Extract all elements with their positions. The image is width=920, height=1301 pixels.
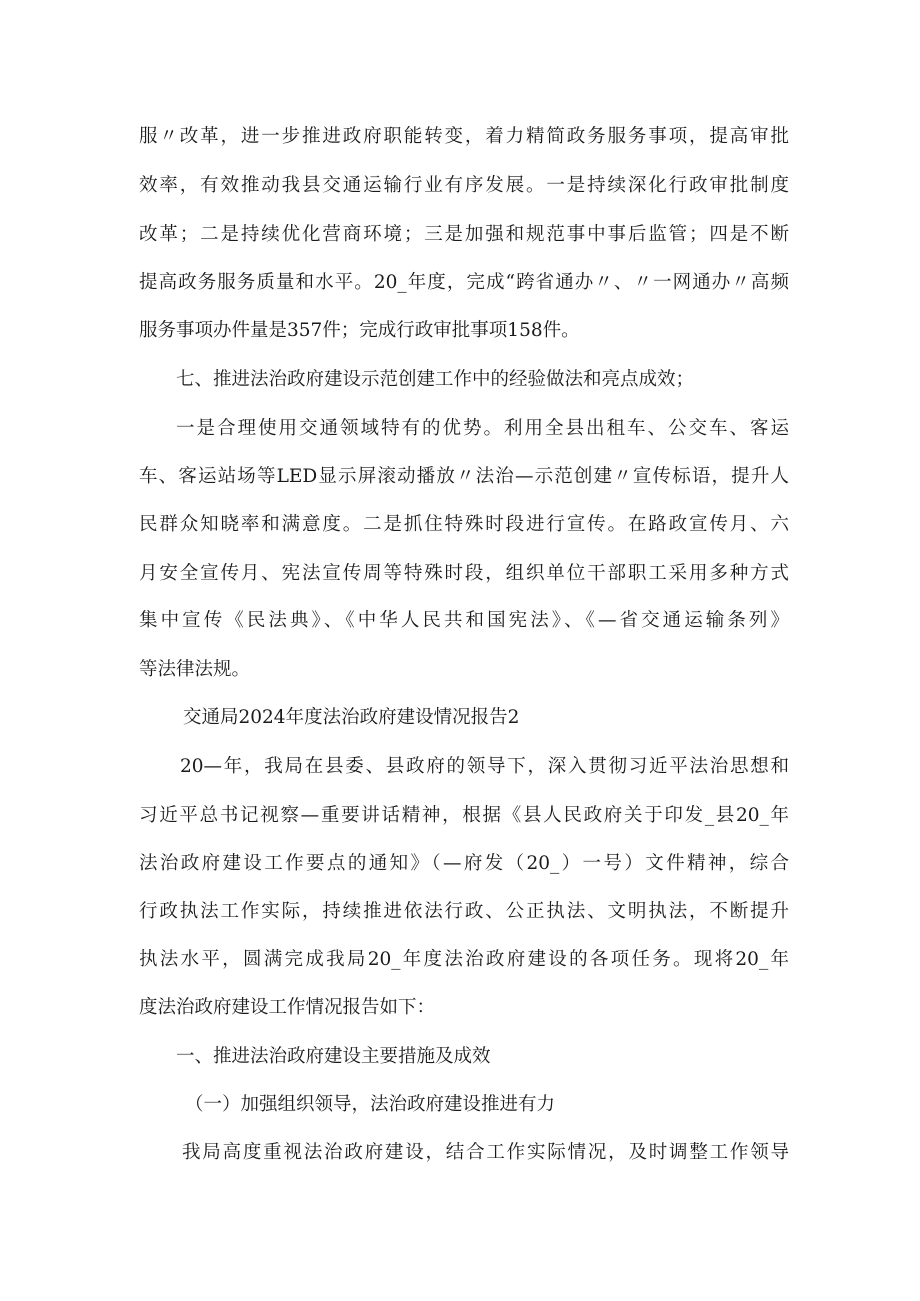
subsection-heading: （一）加强组织领导，法治政府建设推进有力 bbox=[185, 1094, 556, 1115]
paragraph-line: 等法律法规。 bbox=[139, 659, 251, 680]
paragraph-line: 集中宣传《民法典》、《中华人民共和国宪法》、《—省交通运输条列》 bbox=[139, 610, 789, 631]
section-heading: 七、推进法治政府建设示范创建工作中的经验做法和亮点成效； bbox=[176, 369, 695, 390]
paragraph-line: 执法水平，圆满完成我局20_年度法治政府建设的各项任务。现将20_年 bbox=[139, 949, 789, 970]
paragraph-line: 月安全宣传月、宪法宣传周等特殊时段，组织单位干部职工采用多种方式 bbox=[139, 563, 789, 584]
paragraph-line: 20—年，我局在县委、县政府的领导下，深入贯彻习近平法治思想和 bbox=[180, 756, 789, 777]
paragraph-line: 度法治政府建设工作情况报告如下： bbox=[139, 997, 436, 1018]
paragraph-line: 行政执法工作实际，持续推进依法行政、公正执法、文明执法，不断提升 bbox=[139, 901, 789, 922]
paragraph-line: 一是合理使用交通领域特有的优势。利用全县出租车、公交车、客运 bbox=[176, 418, 789, 439]
paragraph-line: 法治政府建设工作要点的通知》（—府发（20_）一号）文件精神，综合 bbox=[139, 853, 789, 874]
report-title: 交通局2024年度法治政府建设情况报告2 bbox=[183, 707, 520, 728]
paragraph-line: 服〃改革，进一步推进政府职能转变，着力精简政务服务事项，提高审批 bbox=[139, 126, 789, 147]
paragraph-line: 民群众知晓率和满意度。二是抓住特殊时段进行宣传。在路政宣传月、六 bbox=[139, 514, 789, 535]
paragraph-line: 习近平总书记视察—重要讲话精神，根据《县人民政府关于印发_县20_年 bbox=[139, 805, 789, 826]
paragraph-line: 服务事项办件量是357件；完成行政审批事项158件。 bbox=[139, 320, 580, 341]
paragraph-line: 提高政务服务质量和水平。20_年度，完成“跨省通办〃、〃一网通办〃高频 bbox=[139, 272, 789, 293]
paragraph-line: 我局高度重视法治政府建设，结合工作实际情况，及时调整工作领导 bbox=[182, 1142, 789, 1163]
paragraph-line: 车、客运站场等LED显示屏滚动播放〃法治—示范创建〃宣传标语，提升人 bbox=[139, 466, 789, 487]
paragraph-line: 效率，有效推动我县交通运输行业有序发展。一是持续深化行政审批制度 bbox=[139, 175, 789, 196]
paragraph-line: 改革；二是持续优化营商环境；三是加强和规范事中事后监管；四是不断 bbox=[139, 224, 789, 245]
section-heading: 一、推进法治政府建设主要措施及成效 bbox=[176, 1046, 491, 1067]
